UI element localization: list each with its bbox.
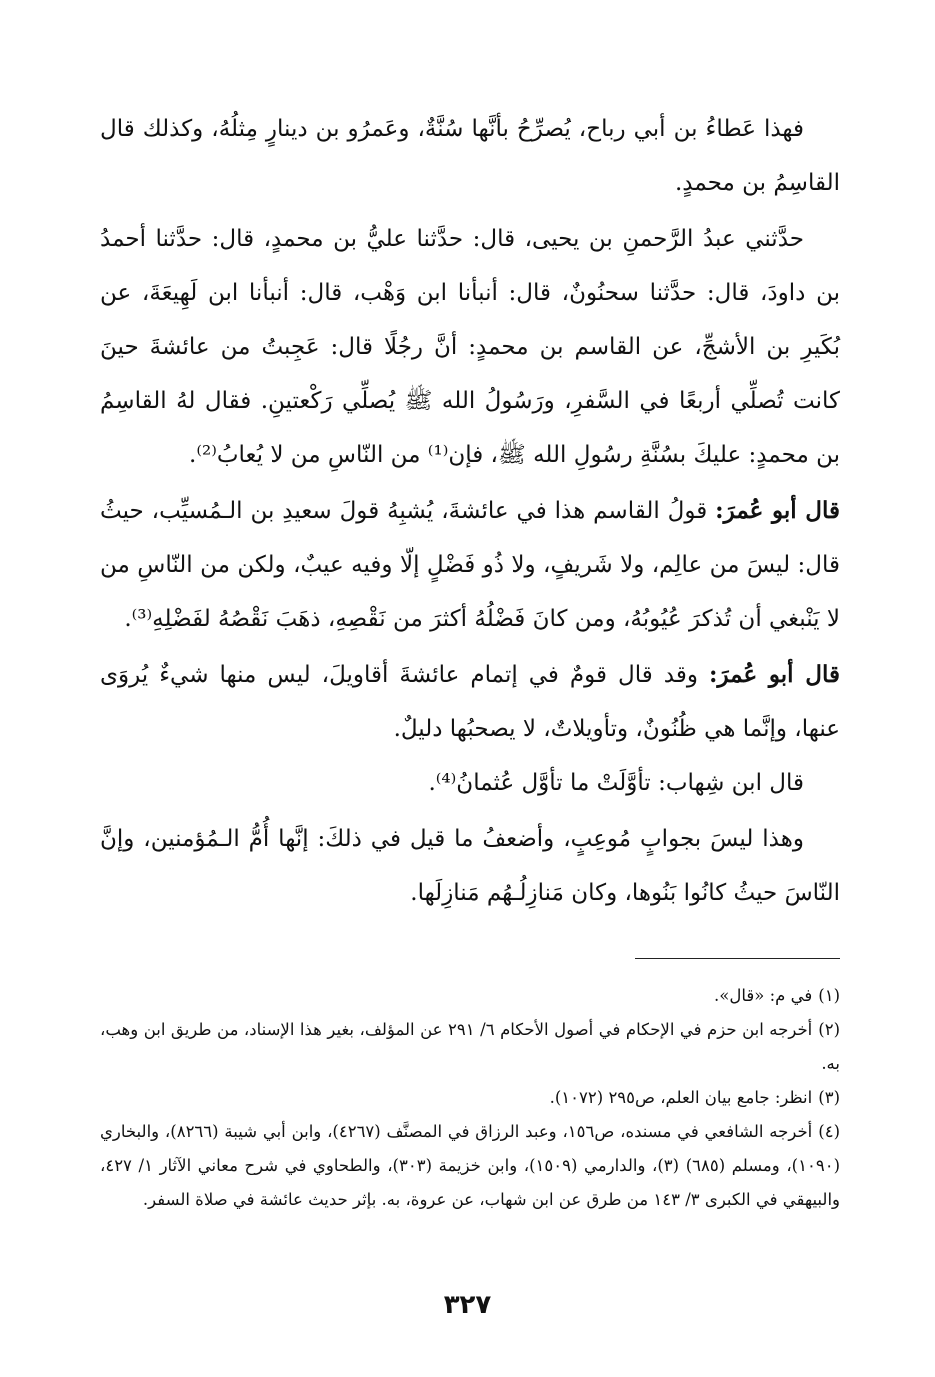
paragraph-4 [100, 648, 840, 756]
footnote-number: (٢) [818, 1020, 840, 1039]
footnote-3 [100, 1081, 840, 1115]
paragraph-1: فهذا عَطاءُ بن أبي رباح، يُصرِّحُ بأنَّها سُنَّةٌ، وعَمرُو بن دينارٍ مِثلُهُ، وكذلك قال القاسِمُ بن محمدٍ. [100, 116, 840, 196]
footnote-number: (٣) [818, 1088, 840, 1107]
paragraph-4-lead: قال أبو عُمرَ: [708, 661, 840, 688]
paragraph-2: حدَّثني عبدُ الرَّحمنِ بن يحيى، قال: حدَّثنا عليُّ بن محمدٍ، قال: حدَّثنا أحمدُ بن داودَ، قال: حدَّثنا سحنُونٌ، قال: أنبأنا ابن وَهْب، قال: أنبأنا ابن لَهِيعَةَ، عن بُكَيرِ بن الأشجِّ، عن القاسم بن محمدٍ: أنَّ رجُلًا قال: عَجِبتُ من عائشةَ حينَ كانت تُصلِّي أربعًا في السَّفرِ، ورَسُولُ الله ﷺ يُصلِّي رَكْعتينِ. فقال لهُ القاسِمُ بن محمدٍ: عليكَ بسُنَّةِ رسُولِ الله ﷺ، فإن⁽¹⁾ من النّاسِ من لا يُعابُ⁽²⁾. [100, 226, 840, 468]
footnote-text: في م: «قال». [714, 986, 813, 1005]
paragraph-5: قال ابن شِهاب: تأوَّلَتْ ما تأوَّل عُثمانُ⁽⁴⁾. [428, 770, 804, 796]
footnote-divider [635, 958, 840, 959]
paragraph-4-text: وقد قال قومٌ في إتمام عائشةَ أقاويلَ، ليس منها شيءٌ يُروَى عنها، وإنَّما هي ظُنُونٌ، وتأويلاتٌ، لا يصحبُها دليلٌ. [100, 662, 840, 742]
book-page [100, 102, 840, 1217]
footnote-text: أخرجه ابن حزم في الإحكام في أصول الأحكام ٦/ ٢٩١ عن المؤلف، بغير هذا الإسناد، من طريق ابن وهب، به. [100, 1020, 840, 1073]
footnote-number: (١) [818, 986, 840, 1005]
footnote-2 [100, 1013, 840, 1081]
footnote-1 [100, 979, 840, 1013]
footnote-text: انظر: جامع بيان العلم، ص٢٩٥ (١٠٧٢). [549, 1088, 813, 1107]
paragraph-6: وهذا ليسَ بجوابٍ مُوعِبٍ، وأضعفُ ما قيل في ذلكَ: إنَّها أُمُّ الـمُؤمنين، وإنَّ النّاسَ حيثُ كانُوا بَنُوها، وكان مَنازِلُـهُم مَنازِلَها. [100, 826, 840, 906]
main-text [100, 102, 840, 920]
footnote-text: أخرجه الشافعي في مسنده، ص١٥٦، وعبد الرزاق في المصنَّف (٤٢٦٧)، وابن أبي شيبة (٨٢٦٦)، والبخاري (١٠٩٠)، ومسلم (٦٨٥) (٣)، والدارمي (١٥٠٩)، وابن خزيمة (٣٠٣)، والطحاوي في شرح معاني الآثار ١/ ٤٢٧، والبيهقي في الكبرى ٣/ ١٤٣ من طرق عن ابن شهاب، عن عروة، به. بإثر حديث عائشة في صلاة السفر. [100, 1122, 840, 1209]
footnote-number: (٤) [818, 1122, 840, 1141]
page-number: ٣٢٧ [443, 1290, 492, 1320]
paragraph-3-lead: قال أبو عُمرَ: [715, 497, 840, 524]
footnote-4 [100, 1115, 840, 1217]
footnotes [100, 979, 840, 1217]
paragraph-3-text: قولُ القاسم هذا في عائشةَ، يُشبِهُ قولَ سعيدِ بن الـمُسيِّب، حيثُ قال: ليسَ من عالِم، ولا شَريفٍ، ولا ذُو فَضْلٍ إلّا وفيه عيبٌ، ولكن من النّاسِ من لا يَنْبغي أن تُذكرَ عُيُوبُهُ، ومن كانَ فَضْلُهُ أكثرَ من نَقْصِهِ، ذهَبَ نَقْصُهُ لفَضْلِهِ⁽³⁾. [100, 498, 840, 632]
paragraph-3 [100, 484, 840, 646]
